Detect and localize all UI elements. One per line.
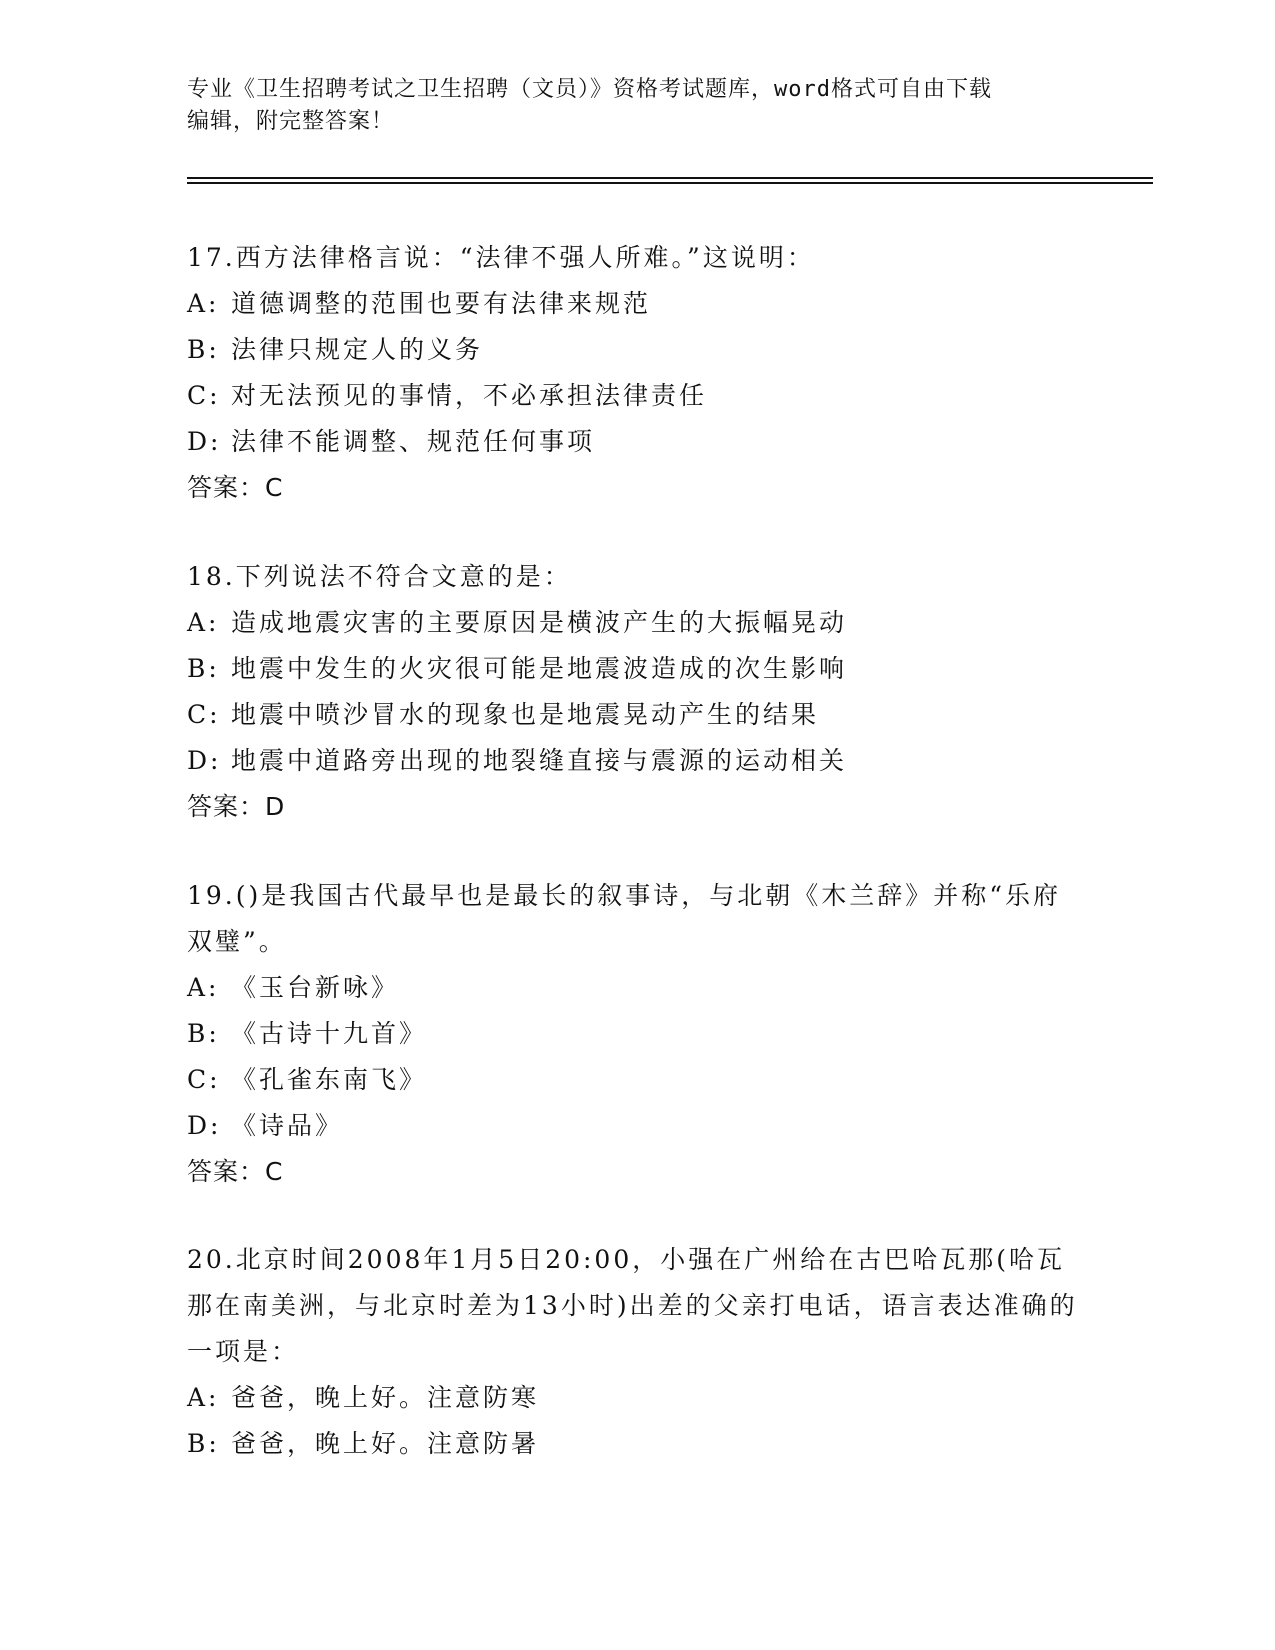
question-17 bbox=[187, 235, 1087, 511]
option-b bbox=[187, 1421, 1087, 1467]
option-text: 爸爸，晚上好。注意防寒 bbox=[231, 1383, 540, 1412]
option-label: B: bbox=[187, 1429, 220, 1458]
option-b bbox=[187, 646, 1087, 692]
option-text: 地震中发生的火灾很可能是地震波造成的次生影响 bbox=[231, 654, 848, 683]
question-stem: 18.下列说法不符合文意的是： bbox=[187, 562, 572, 591]
option-text: 法律不能调整、规范任何事项 bbox=[231, 427, 596, 456]
option-label: B: bbox=[187, 1019, 220, 1048]
question-stem: 20.北京时间2008年1月5日20:00，小强在广州给在古巴哈瓦那(哈瓦那在南美洲，与北京时差为13小时)出差的父亲打电话，语言表达准确的一项是： bbox=[187, 1245, 1078, 1366]
question-18 bbox=[187, 554, 1087, 830]
answer-text: 答案：D bbox=[187, 792, 286, 821]
option-a bbox=[187, 281, 1087, 327]
option-text: 法律只规定人的义务 bbox=[231, 335, 484, 364]
document-header bbox=[187, 74, 1067, 138]
question-stem: 17.西方法律格言说：“法律不强人所难。”这说明： bbox=[187, 243, 815, 272]
option-label: A: bbox=[187, 608, 220, 637]
option-c bbox=[187, 373, 1087, 419]
question-19 bbox=[187, 873, 1087, 1195]
option-label: D: bbox=[187, 1111, 222, 1140]
option-b bbox=[187, 1011, 1087, 1057]
question-stem: 19.()是我国古代最早也是最长的叙事诗，与北朝《木兰辞》并称“乐府双璧”。 bbox=[187, 881, 1062, 956]
header-line-2: 编辑，附完整答案！ bbox=[187, 109, 395, 134]
option-label: C: bbox=[187, 700, 221, 729]
option-text: 《古诗十九首》 bbox=[231, 1019, 428, 1048]
answer-text: 答案：C bbox=[187, 1157, 284, 1186]
option-text: 道德调整的范围也要有法律来规范 bbox=[231, 289, 652, 318]
option-text: 造成地震灾害的主要原因是横波产生的大振幅晃动 bbox=[231, 608, 848, 637]
header-divider-top bbox=[187, 177, 1153, 179]
option-label: B: bbox=[187, 335, 220, 364]
option-text: 爸爸，晚上好。注意防暑 bbox=[231, 1429, 540, 1458]
option-b bbox=[187, 327, 1087, 373]
option-d bbox=[187, 419, 1087, 465]
option-label: A: bbox=[187, 973, 220, 1002]
option-label: D: bbox=[187, 746, 222, 775]
option-a bbox=[187, 1375, 1087, 1421]
option-text: 《玉台新咏》 bbox=[231, 973, 400, 1002]
option-c bbox=[187, 692, 1087, 738]
option-label: A: bbox=[187, 289, 220, 318]
option-text: 地震中喷沙冒水的现象也是地震晃动产生的结果 bbox=[231, 700, 820, 729]
question-20 bbox=[187, 1237, 1087, 1467]
option-a bbox=[187, 600, 1087, 646]
option-text: 《孔雀东南飞》 bbox=[231, 1065, 428, 1094]
header-divider-bottom bbox=[187, 182, 1153, 184]
option-text: 地震中道路旁出现的地裂缝直接与震源的运动相关 bbox=[231, 746, 848, 775]
option-c bbox=[187, 1057, 1087, 1103]
header-line-1: 专业《卫生招聘考试之卫生招聘（文员）》资格考试题库，word格式可自由下载 bbox=[187, 77, 992, 102]
option-a bbox=[187, 965, 1087, 1011]
option-label: A: bbox=[187, 1383, 220, 1412]
option-d bbox=[187, 738, 1087, 784]
option-label: B: bbox=[187, 654, 220, 683]
option-text: 《诗品》 bbox=[231, 1111, 344, 1140]
option-label: C: bbox=[187, 1065, 221, 1094]
option-label: D: bbox=[187, 427, 222, 456]
option-d bbox=[187, 1103, 1087, 1149]
option-label: C: bbox=[187, 381, 221, 410]
answer-text: 答案：C bbox=[187, 473, 284, 502]
option-text: 对无法预见的事情，不必承担法律责任 bbox=[231, 381, 708, 410]
